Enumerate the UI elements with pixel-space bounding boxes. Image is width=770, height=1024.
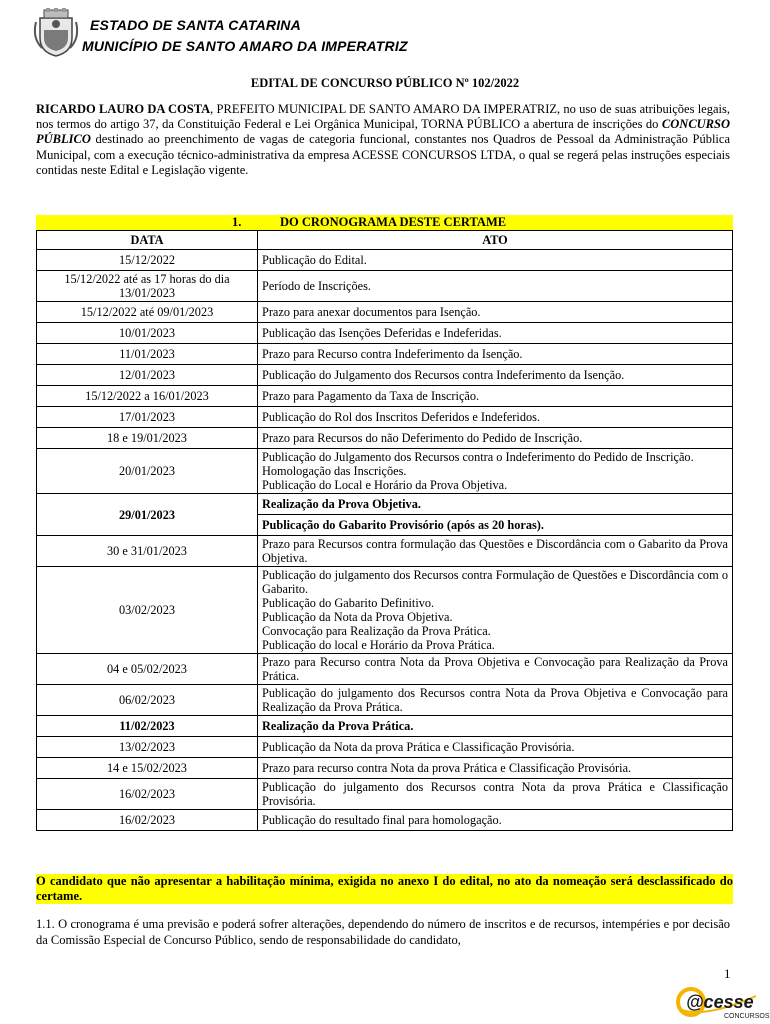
schedule-act-cell — [258, 654, 733, 685]
schedule-date-cell: 11/02/2023 — [37, 716, 258, 737]
eligibility-warning: O candidato que não apresentar a habilitação mínima, exigida no anexo I do edital, no ato da nomeação será desclassificado do certame. — [36, 874, 733, 903]
schedule-act-line: Publicação da Nota da Prova Objetiva. — [262, 610, 453, 624]
schedule-date-cell: 15/12/2022 até as 17 horas do dia 13/01/2023 — [37, 271, 258, 302]
schedule-act-cell — [258, 737, 733, 758]
schedule-date-cell: 18 e 19/01/2023 — [37, 428, 258, 449]
table-row — [37, 779, 733, 810]
schedule-table-body — [37, 250, 733, 831]
schedule-date-cell: 29/01/2023 — [37, 494, 258, 536]
header-state-name: ESTADO DE SANTA CATARINA — [90, 17, 301, 33]
table-row — [37, 716, 733, 737]
schedule-act-cell — [258, 685, 733, 716]
table-row — [37, 810, 733, 831]
schedule-act-cell — [258, 407, 733, 428]
page-number: 1 — [724, 966, 731, 981]
schedule-date-cell: 20/01/2023 — [37, 449, 258, 494]
schedule-act-line: Prazo para Recursos contra formulação das Questões e Discordância com o Gabarito da Prova Objetiva. — [262, 537, 728, 565]
document-header — [34, 8, 494, 60]
schedule-date-cell: 16/02/2023 — [37, 779, 258, 810]
schedule-act-cell — [258, 536, 733, 567]
mayor-name: RICARDO LAURO DA COSTA — [36, 102, 211, 116]
schedule-date-cell: 15/12/2022 até 09/01/2023 — [37, 302, 258, 323]
table-row — [37, 250, 733, 271]
schedule-act-cell — [258, 302, 733, 323]
intro-emphasis: CONCURSO PÚBLICO — [36, 117, 730, 147]
schedule-act-cell: Realização da Prova Objetiva. — [258, 494, 733, 515]
schedule-date-cell: 30 e 31/01/2023 — [37, 536, 258, 567]
schedule-date-cell: 13/02/2023 — [37, 737, 258, 758]
schedule-date-cell: 15/12/2022 — [37, 250, 258, 271]
table-row — [37, 386, 733, 407]
schedule-act-line: Publicação do julgamento dos Recursos contra Formulação de Questões e Discordância com o Gabarito. — [262, 568, 728, 596]
schedule-act-line: Prazo para recurso contra Nota da prova Prática e Classificação Provisória. — [262, 761, 632, 775]
svg-text:@cesse: @cesse — [686, 992, 754, 1012]
schedule-date-cell: 17/01/2023 — [37, 407, 258, 428]
table-row — [37, 737, 733, 758]
schedule-act-cell: Publicação do Gabarito Provisório (após as 20 horas). — [258, 515, 733, 536]
intro-text-part2: destinado ao preenchimento de vagas de categoria funcional, constantes nos Quadros de Pessoal da Administração Pública Municipal, com a execução técnico-administrativa da empresa ACESSE CONCURSOS LTDA, o qual se regerá pelas instruções especiais contidas neste Edital e Legislação vigente. — [36, 132, 730, 177]
schedule-date-cell: 12/01/2023 — [37, 365, 258, 386]
schedule-act-cell — [258, 449, 733, 494]
column-header-act: ATO — [258, 231, 733, 250]
table-row — [37, 567, 733, 654]
schedule-act-line: Publicação das Isenções Deferidas e Indeferidas. — [262, 326, 502, 340]
schedule-act-line: Prazo para Recursos do não Deferimento do Pedido de Inscrição. — [262, 431, 583, 445]
table-row — [37, 302, 733, 323]
header-municipality-name: MUNICÍPIO DE SANTO AMARO DA IMPERATRIZ — [82, 38, 408, 54]
schedule-act-cell — [258, 810, 733, 831]
schedule-act-line: Prazo para Recurso contra Nota da Prova Objetiva e Convocação para Realização da Prova Prática. — [262, 655, 728, 683]
column-header-date: DATA — [37, 231, 258, 250]
schedule-act-line: Publicação do Local e Horário da Prova Objetiva. — [262, 478, 508, 492]
schedule-act-line: Publicação da Nota da prova Prática e Classificação Provisória. — [262, 740, 575, 754]
schedule-act-line: Publicação do Gabarito Definitivo. — [262, 596, 435, 610]
intro-text-part1: , PREFEITO MUNICIPAL DE SANTO AMARO DA IMPERATRIZ, no uso de suas atribuições legais, nos termos do artigo 37, da Constituição Federal e Lei Orgânica Municipal, TORNA PÚBLICO a abertura de inscrições do — [36, 102, 730, 132]
document-title: EDITAL DE CONCURSO PÚBLICO Nº 102/2022 — [250, 76, 520, 90]
schedule-date-cell: 15/12/2022 a 16/01/2023 — [37, 386, 258, 407]
schedule-act-line: Prazo para Recurso contra Indeferimento da Isenção. — [262, 347, 523, 361]
schedule-act-cell — [258, 250, 733, 271]
schedule-act-cell — [258, 386, 733, 407]
table-row — [37, 494, 733, 515]
table-row — [37, 536, 733, 567]
schedule-act-line: Convocação para Realização da Prova Prática. — [262, 624, 491, 638]
table-row — [37, 758, 733, 779]
table-row — [37, 428, 733, 449]
schedule-date-cell: 03/02/2023 — [37, 567, 258, 654]
schedule-act-cell: Realização da Prova Prática. — [258, 716, 733, 737]
schedule-act-cell — [258, 323, 733, 344]
schedule-date-cell: 16/02/2023 — [37, 810, 258, 831]
schedule-act-line: Publicação do julgamento dos Recursos contra Nota da Prova Objetiva e Convocação para Realização da Prova Prática. — [262, 686, 728, 714]
schedule-act-line: Publicação do Rol dos Inscritos Deferidos e Indeferidos. — [262, 410, 540, 424]
table-row — [37, 344, 733, 365]
section-heading — [36, 215, 733, 230]
schedule-act-line: Homologação das Inscrições. — [262, 464, 407, 478]
schedule-act-cell — [258, 567, 733, 654]
table-row — [37, 271, 733, 302]
schedule-act-cell — [258, 365, 733, 386]
schedule-act-cell — [258, 344, 733, 365]
acesse-concursos-logo — [676, 982, 770, 1022]
schedule-table — [36, 230, 733, 831]
table-row — [37, 365, 733, 386]
table-header-row — [37, 231, 733, 250]
section-title: DO CRONOGRAMA DESTE CERTAME — [280, 215, 507, 229]
table-row — [37, 449, 733, 494]
table-row — [37, 685, 733, 716]
schedule-date-cell: 04 e 05/02/2023 — [37, 654, 258, 685]
municipal-crest-icon — [34, 8, 78, 58]
schedule-date-cell: 10/01/2023 — [37, 323, 258, 344]
schedule-act-line: Publicação do Edital. — [262, 253, 367, 267]
schedule-act-cell — [258, 758, 733, 779]
schedule-act-cell — [258, 428, 733, 449]
table-row — [37, 407, 733, 428]
table-row — [37, 654, 733, 685]
schedule-date-cell: 14 e 15/02/2023 — [37, 758, 258, 779]
schedule-act-cell — [258, 271, 733, 302]
schedule-act-line: Publicação do Julgamento dos Recursos contra o Indeferimento do Pedido de Inscrição. — [262, 450, 694, 464]
schedule-note: 1.1. O cronograma é uma previsão e poderá sofrer alterações, dependendo do número de inscritos e de recursos, intempéries e por decisão da Comissão Especial de Concurso Público, sendo de responsabilidade do candidato, — [36, 917, 730, 947]
schedule-act-line: Publicação do resultado final para homologação. — [262, 813, 502, 827]
svg-text:CONCURSOS: CONCURSOS — [724, 1013, 770, 1020]
schedule-act-line: Publicação do local e Horário da Prova Prática. — [262, 638, 495, 652]
schedule-act-line: Publicação do Julgamento dos Recursos contra Indeferimento da Isenção. — [262, 368, 625, 382]
schedule-act-line: Prazo para Pagamento da Taxa de Inscrição. — [262, 389, 480, 403]
schedule-date-cell: 11/01/2023 — [37, 344, 258, 365]
schedule-act-line: Publicação do julgamento dos Recursos contra Nota da prova Prática e Classificação Provisória. — [262, 780, 728, 808]
table-row — [37, 323, 733, 344]
intro-paragraph — [36, 102, 730, 178]
schedule-act-line: Período de Inscrições. — [262, 279, 371, 293]
section-number: 1. — [232, 215, 242, 229]
schedule-date-cell: 06/02/2023 — [37, 685, 258, 716]
schedule-act-line: Prazo para anexar documentos para Isenção. — [262, 305, 481, 319]
schedule-act-cell — [258, 779, 733, 810]
